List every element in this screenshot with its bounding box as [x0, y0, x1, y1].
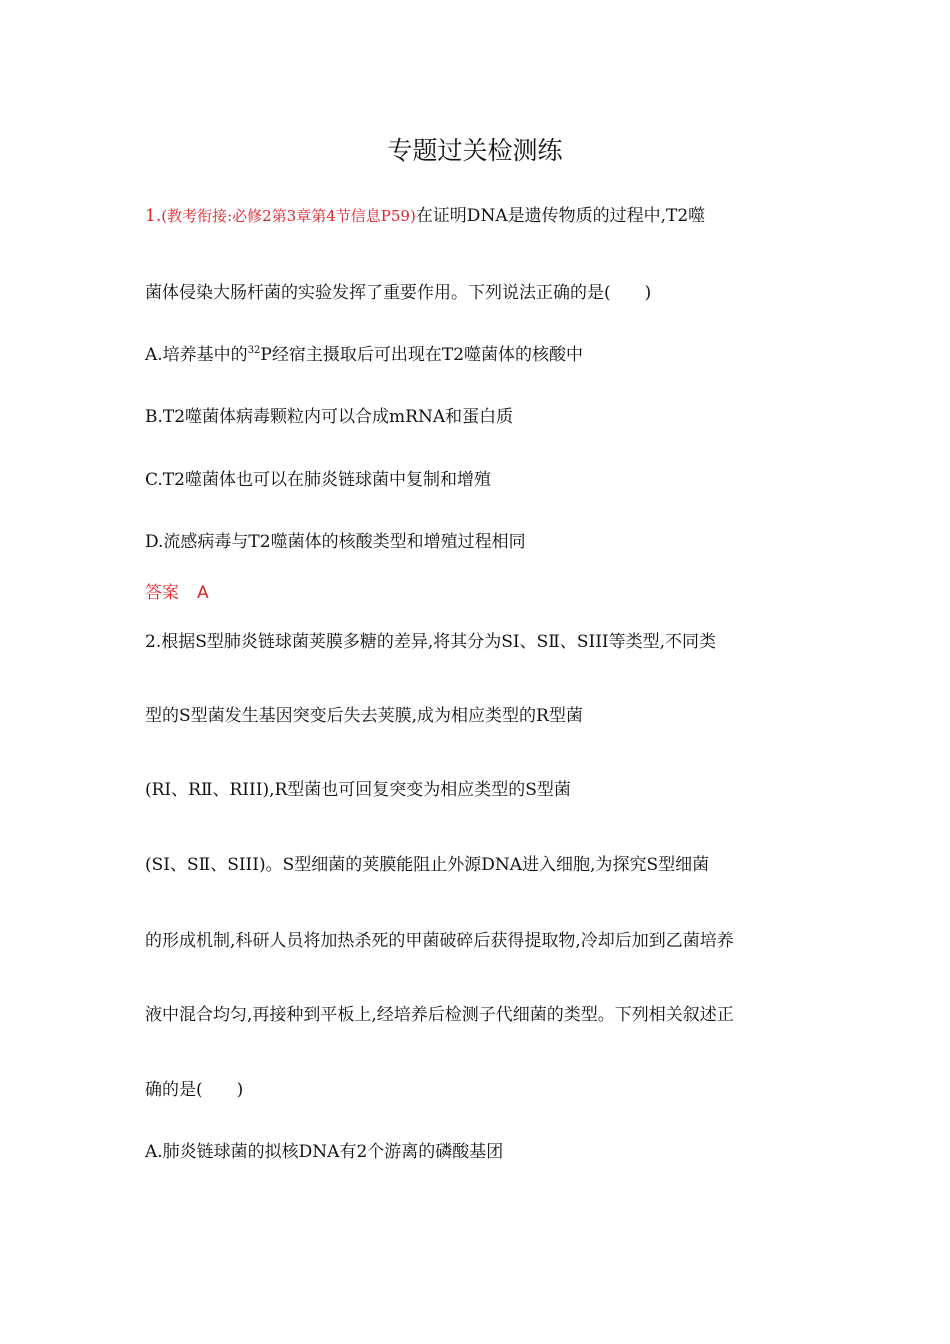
q1-option-c: C.T2噬菌体也可以在肺炎链球菌中复制和增殖 [145, 470, 491, 490]
q1-stem-text-1: 在证明DNA是遗传物质的过程中,T2噬 [415, 206, 706, 226]
q2-stem-line-6: 液中混合均匀,再接种到平板上,经培养后检测子代细菌的类型。下列相关叙述正 [145, 1005, 734, 1025]
q1-option-d: D.流感病毒与T2噬菌体的核酸类型和增殖过程相同 [145, 532, 526, 552]
q2-stem-line-2: 型的S型菌发生基因突变后失去荚膜,成为相应类型的R型菌 [145, 706, 583, 726]
q2-stem-line-3: (RⅠ、RⅡ、RIII),R型菌也可回复突变为相应类型的S型菌 [145, 780, 571, 800]
q1-option-a-pre: A.培养基中的 [145, 345, 248, 365]
q1-stem-line-1 [145, 203, 705, 229]
q2-stem-line-4: (SⅠ、SⅡ、SIII)。S型细菌的荚膜能阻止外源DNA进入细胞,为探究S型细菌 [145, 855, 710, 875]
q2-stem-line-7: 确的是( ) [145, 1080, 244, 1100]
page-title: 专题过关检测练 [387, 136, 563, 165]
q1-option-a-superscript: 32 [247, 345, 261, 356]
q1-option-b: B.T2噬菌体病毒颗粒内可以合成mRNA和蛋白质 [145, 407, 514, 427]
q1-answer [145, 580, 209, 606]
q1-option-a-post: P经宿主摄取后可出现在T2噬菌体的核酸中 [260, 345, 584, 365]
q2-stem-line-1: 2.根据S型肺炎链球菌荚膜多糖的差异,将其分为SⅠ、SⅡ、SIII等类型,不同类 [145, 632, 717, 652]
answer-label: 答案 [145, 583, 179, 603]
answer-value: A [197, 583, 209, 603]
q1-stem-line-2: 菌体侵染大肠杆菌的实验发挥了重要作用。下列说法正确的是( ) [145, 283, 652, 303]
q1-option-a [145, 342, 583, 368]
q1-source-note: (教考衔接:必修2第3章第4节信息P59) [161, 207, 416, 225]
q2-stem-line-5: 的形成机制,科研人员将加热杀死的甲菌破碎后获得提取物,冷却后加到乙菌培养 [145, 931, 734, 951]
q2-option-a: A.肺炎链球菌的拟核DNA有2个游离的磷酸基团 [145, 1142, 504, 1162]
q1-number: 1. [145, 206, 162, 226]
